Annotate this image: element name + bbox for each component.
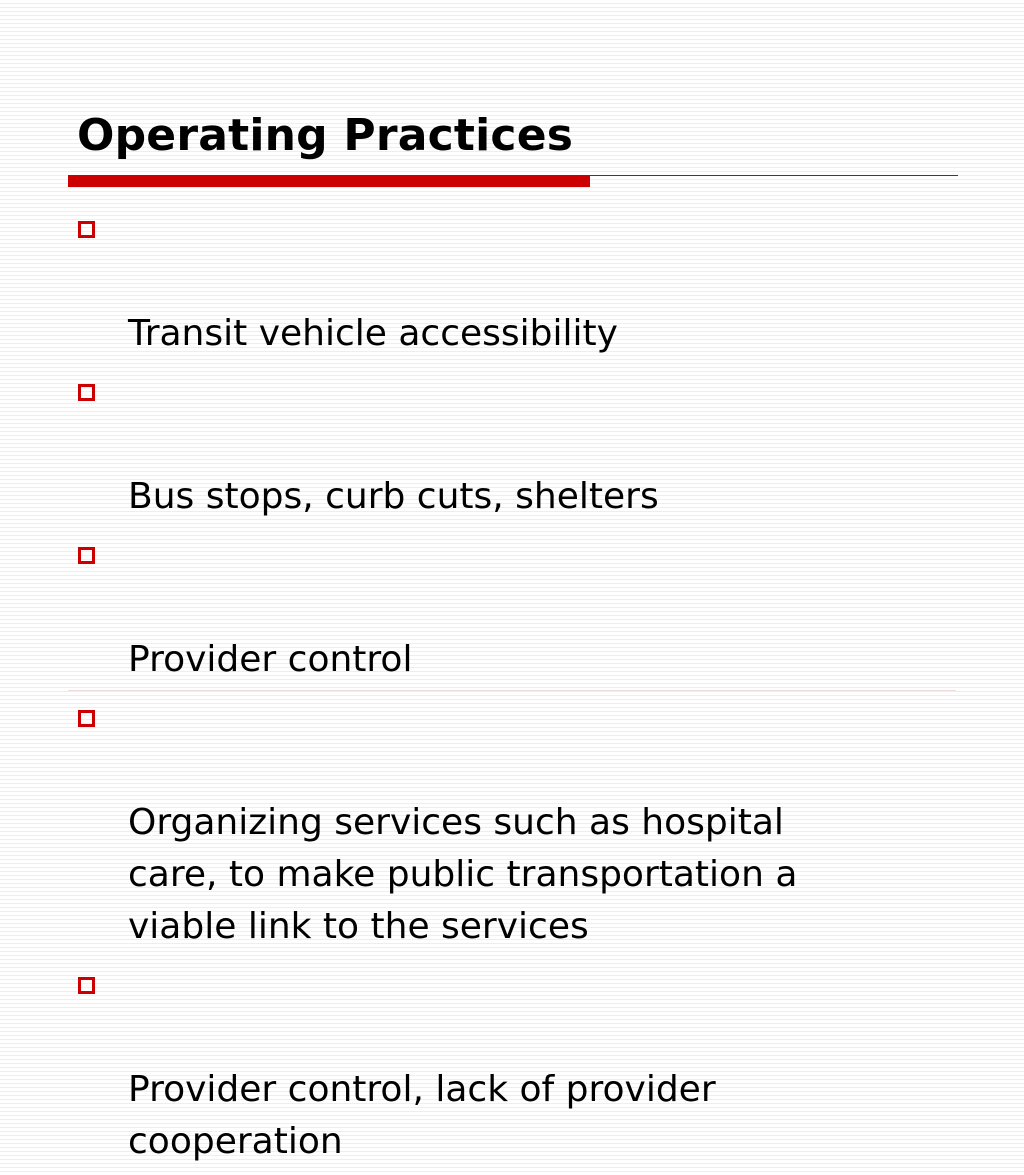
- bullet-item: [78, 960, 968, 1168]
- hollow-square-bullet-icon: [78, 547, 95, 564]
- bullet-text: Transit vehicle accessibility: [128, 313, 618, 354]
- hollow-square-bullet-icon: [78, 384, 95, 401]
- title-underline-thin: [590, 175, 958, 176]
- bullet-item: [78, 693, 968, 953]
- slide-title: Operating Practices: [77, 110, 574, 161]
- bullet-text: Bus stops, curb cuts, shelters: [128, 476, 659, 517]
- bullet-text: Provider control: [128, 639, 413, 680]
- bullet-item: [78, 530, 968, 686]
- hollow-square-bullet-icon: [78, 977, 95, 994]
- footer-divider: [68, 690, 956, 691]
- bullet-item: [78, 204, 968, 360]
- hollow-square-bullet-icon: [78, 710, 95, 727]
- hollow-square-bullet-icon: [78, 221, 95, 238]
- bullet-text: Organizing services such as hospital care, to make public transportation a viable link to the services: [128, 802, 798, 947]
- bullet-item: [78, 367, 968, 523]
- bullet-text: Provider control, lack of provider cooperation: [128, 1069, 716, 1162]
- title-underline-thick: [68, 175, 590, 187]
